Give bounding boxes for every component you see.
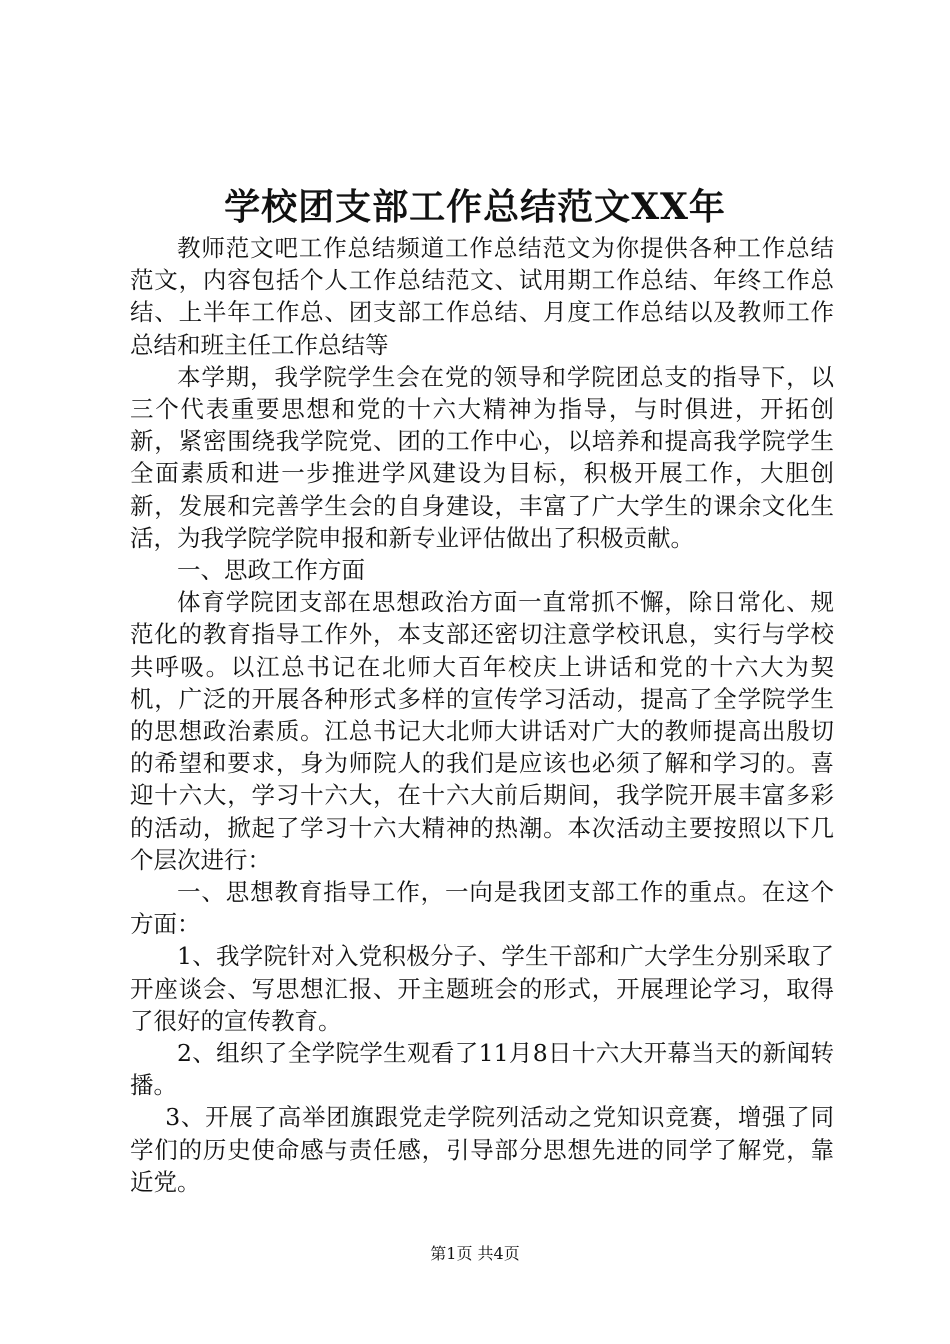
list-item-2: 2、组织了全学院学生观看了11月8日十六大开幕当天的新闻转播。 [130, 1039, 834, 1100]
paragraph-semester: 本学期，我学院学生会在党的领导和学院团总支的指导下，以三个代表重要思想和党的十六大精神为指导，与时俱进，开拓创新，紧密围绕我学院党、团的工作中心，以培养和提高我学院学生全面素质和进一步推进学风建设为目标，积极开展工作，大胆创新，发展和完善学生会的自身建设，丰富了广大学生的课余文化生活，为我学院学院申报和新专业评估做出了积极贡献。 [130, 362, 834, 552]
document-title: 学校团支部工作总结范文XX年 [224, 186, 726, 228]
page-number: 第1页 共4页 [430, 1244, 520, 1263]
document-body [130, 232, 834, 1198]
paragraph-education-guidance: 一、思想教育指导工作，一向是我团支部工作的重点。在这个方面： [130, 878, 834, 939]
list-item-3: 3、开展了高举团旗跟党走学院列活动之党知识竞赛，增强了同学们的历史使命感与责任感，引导部分思想先进的同学了解党，靠近党。 [130, 1103, 834, 1196]
section-heading-ideology: 一、思政工作方面 [177, 556, 365, 585]
paragraph-ideology: 体育学院团支部在思想政治方面一直常抓不懈，除日常化、规范化的教育指导工作外，本支部还密切注意学校讯息，实行与学校共呼吸。以江总书记在北师大百年校庆上讲话和党的十六大为契机，广泛的开展各种形式多样的宣传学习活动，提高了全学院学生的思想政治素质。江总书记大北师大讲话对广大的教师提高出殷切的希望和要求，身为师院人的我们是应该也必须了解和学习的。喜迎十六大，学习十六大，在十六大前后期间，我学院开展丰富多彩的活动，掀起了学习十六大精神的热潮。本次活动主要按照以下几个层次进行： [130, 588, 834, 874]
list-item-1: 1、我学院针对入党积极分子、学生干部和广大学生分别采取了开座谈会、写思想汇报、开主题班会的形式，开展理论学习，取得了很好的宣传教育。 [130, 942, 834, 1035]
paragraph-intro: 教师范文吧工作总结频道工作总结范文为你提供各种工作总结范文，内容包括个人工作总结范文、试用期工作总结、年终工作总结、上半年工作总、团支部工作总结、月度工作总结以及教师工作总结和班主任工作总结等 [130, 234, 834, 359]
